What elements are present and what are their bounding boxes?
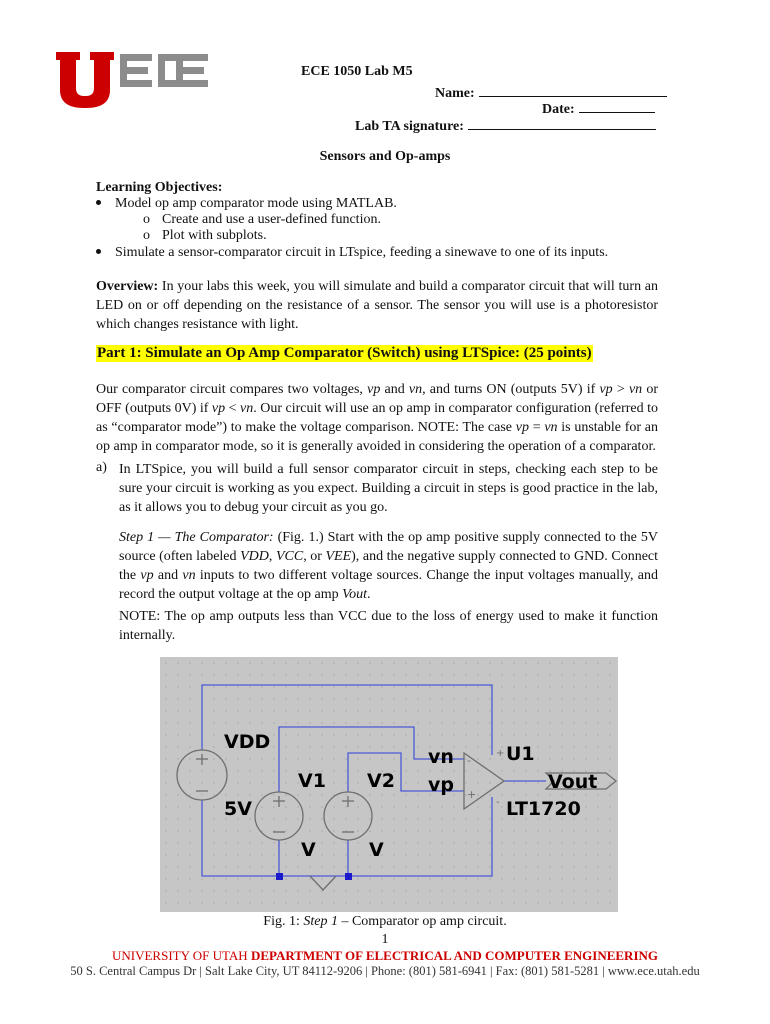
opamp-supply-plus: + xyxy=(496,748,505,759)
part1-intro-run: vn xyxy=(240,401,254,416)
date-label: Date: xyxy=(542,102,575,117)
overview-label: Overview: xyxy=(96,279,159,294)
note-paragraph: NOTE: The op amp outputs less than VCC due to the loss of energy used to make it function internally. xyxy=(119,609,658,643)
part1-intro-run: vp xyxy=(599,382,613,397)
date-field[interactable] xyxy=(542,100,655,118)
label-v2: V2 xyxy=(367,770,395,792)
footer-address: 50 S. Central Campus Dr | Salt Lake City, UT 84112-9206 | Phone: (801) 581-6941 | Fax: (801) 581-5281 | www.ece.utah.edu xyxy=(70,964,700,978)
block-u-logo xyxy=(56,52,114,108)
step1-run: vn xyxy=(182,568,196,583)
label-vp: vp xyxy=(428,774,454,796)
part1-intro-run: , and turns ON (outputs 5V) if xyxy=(422,382,600,397)
objectives-heading: Learning Objectives: xyxy=(96,180,223,195)
part1-intro-run: vp xyxy=(367,382,381,397)
objective-item: Simulate a sensor-comparator circuit in LTspice, feeding a sinewave to one of its inputs. xyxy=(96,245,608,261)
footer-department: UNIVERSITY OF UTAH DEPARTMENT OF ELECTRICAL AND COMPUTER ENGINEERING xyxy=(112,948,658,963)
ta-signature-field[interactable] xyxy=(355,117,656,135)
part1-intro-run: = xyxy=(528,420,545,435)
part1-intro-run: and xyxy=(380,382,409,397)
step1-run: Vout xyxy=(342,587,368,602)
label-vdd: VDD xyxy=(224,731,271,753)
opamp-plus-sign: + xyxy=(467,788,477,801)
step1-run: (Fig. 1.) Start with the op amp positive supply connected to the 5V source (often labeled xyxy=(119,530,658,564)
label-u1: U1 xyxy=(506,743,535,765)
objective-subitem: o Create and use a user-defined function. xyxy=(143,212,381,227)
label-vout: Vout xyxy=(548,771,598,793)
label-v1-value: V xyxy=(301,839,316,861)
step1-run: ), and the negative supply connected to GND. Connect the xyxy=(119,549,659,583)
step1-run: VEE xyxy=(325,549,352,564)
part1-intro-run: < xyxy=(225,401,241,416)
part1-intro-run: vn xyxy=(544,420,558,435)
part1-intro-run: vn xyxy=(628,382,643,397)
vdd-source xyxy=(177,750,227,800)
ground-node-v1 xyxy=(276,873,283,880)
opamp-minus-sign: - xyxy=(467,754,471,767)
label-5v: 5V xyxy=(224,798,252,820)
step1-run: Step 1 — The Comparator: xyxy=(119,530,274,545)
label-vn: vn xyxy=(428,746,454,768)
part1-intro-run: Our comparator circuit compares two voltages, xyxy=(96,382,368,397)
document-title: Sensors and Op-amps xyxy=(319,149,451,164)
v1-source xyxy=(255,792,303,840)
objective-item: Model op amp comparator mode using MATLAB. xyxy=(96,196,397,212)
item-a-label: a) xyxy=(96,460,107,475)
step1-run: inputs to two different voltage sources. Change the input voltages manually, and record the output voltage at the op amp xyxy=(119,568,658,602)
step1-run: VCC xyxy=(275,549,304,564)
label-lt1720: LT1720 xyxy=(506,798,581,820)
step1-run: VDD xyxy=(240,549,269,564)
v2-source xyxy=(324,792,372,840)
circle-bullet-icon: o xyxy=(143,212,150,227)
part1-intro-run: or OFF (outputs 0V) if xyxy=(96,382,658,416)
part1-intro-run: > xyxy=(612,382,629,397)
overview-paragraph xyxy=(96,277,658,334)
step1-run: and xyxy=(153,568,183,583)
label-v1: V1 xyxy=(298,770,326,792)
bullet-icon xyxy=(96,200,101,205)
ece-logo xyxy=(56,52,212,108)
step1-run: vp xyxy=(140,568,154,583)
ta-signature-label: Lab TA signature: xyxy=(355,119,464,134)
ground-icon xyxy=(310,876,336,890)
ece-wordmark xyxy=(120,54,208,87)
bullet-icon xyxy=(96,249,101,254)
lab-title: ECE 1050 Lab M5 xyxy=(301,64,413,79)
part1-intro-run: vp xyxy=(515,420,529,435)
ground-node-v2 xyxy=(345,873,352,880)
objective-subitem: o Plot with subplots. xyxy=(143,228,267,243)
figure-caption: Fig. 1: Step 1 – Comparator op amp circuit. xyxy=(263,914,507,929)
part1-intro-run: vp xyxy=(211,401,226,416)
part1-intro-run: vn xyxy=(408,382,423,397)
part1-intro-run: is unstable for an op amp in comparator mode, so it is generally avoided in considering the operation of a comparator. xyxy=(96,420,658,454)
overview-text: In your labs this week, you will simulate and build a comparator circuit that will turn an LED on or off depending on the resistance of a sensor. The sensor you will use is a photoresistor which changes resistance with light. xyxy=(96,279,658,332)
item-a-text: In LTSpice, you will build a full sensor comparator circuit in steps, checking each step to be sure your circuit is working as you expect. Building a circuit in steps is good practice in the lab, as it allows you to debug your circuit as you go. xyxy=(119,462,658,515)
label-v2-value: V xyxy=(369,839,384,861)
circuit-schematic xyxy=(160,657,618,912)
part1-heading: Part 1: Simulate an Op Amp Comparator (Switch) using LTSpice: (25 points) xyxy=(97,345,592,361)
circle-bullet-icon: o xyxy=(143,228,150,243)
page-number: 1 xyxy=(381,932,389,947)
step1-run: , xyxy=(268,549,276,564)
part1-intro-paragraph xyxy=(96,380,658,456)
step1-paragraph xyxy=(119,528,658,604)
step1-run: . xyxy=(367,587,371,602)
name-label: Name: xyxy=(435,86,475,101)
opamp-supply-minus: - xyxy=(496,797,500,808)
part1-intro-run: . Our circuit will use an op amp in comparator configuration (referred to as “comparator mode”) to make the voltage comparison. NOTE: The case xyxy=(96,401,658,435)
step1-run: , or xyxy=(303,549,326,564)
